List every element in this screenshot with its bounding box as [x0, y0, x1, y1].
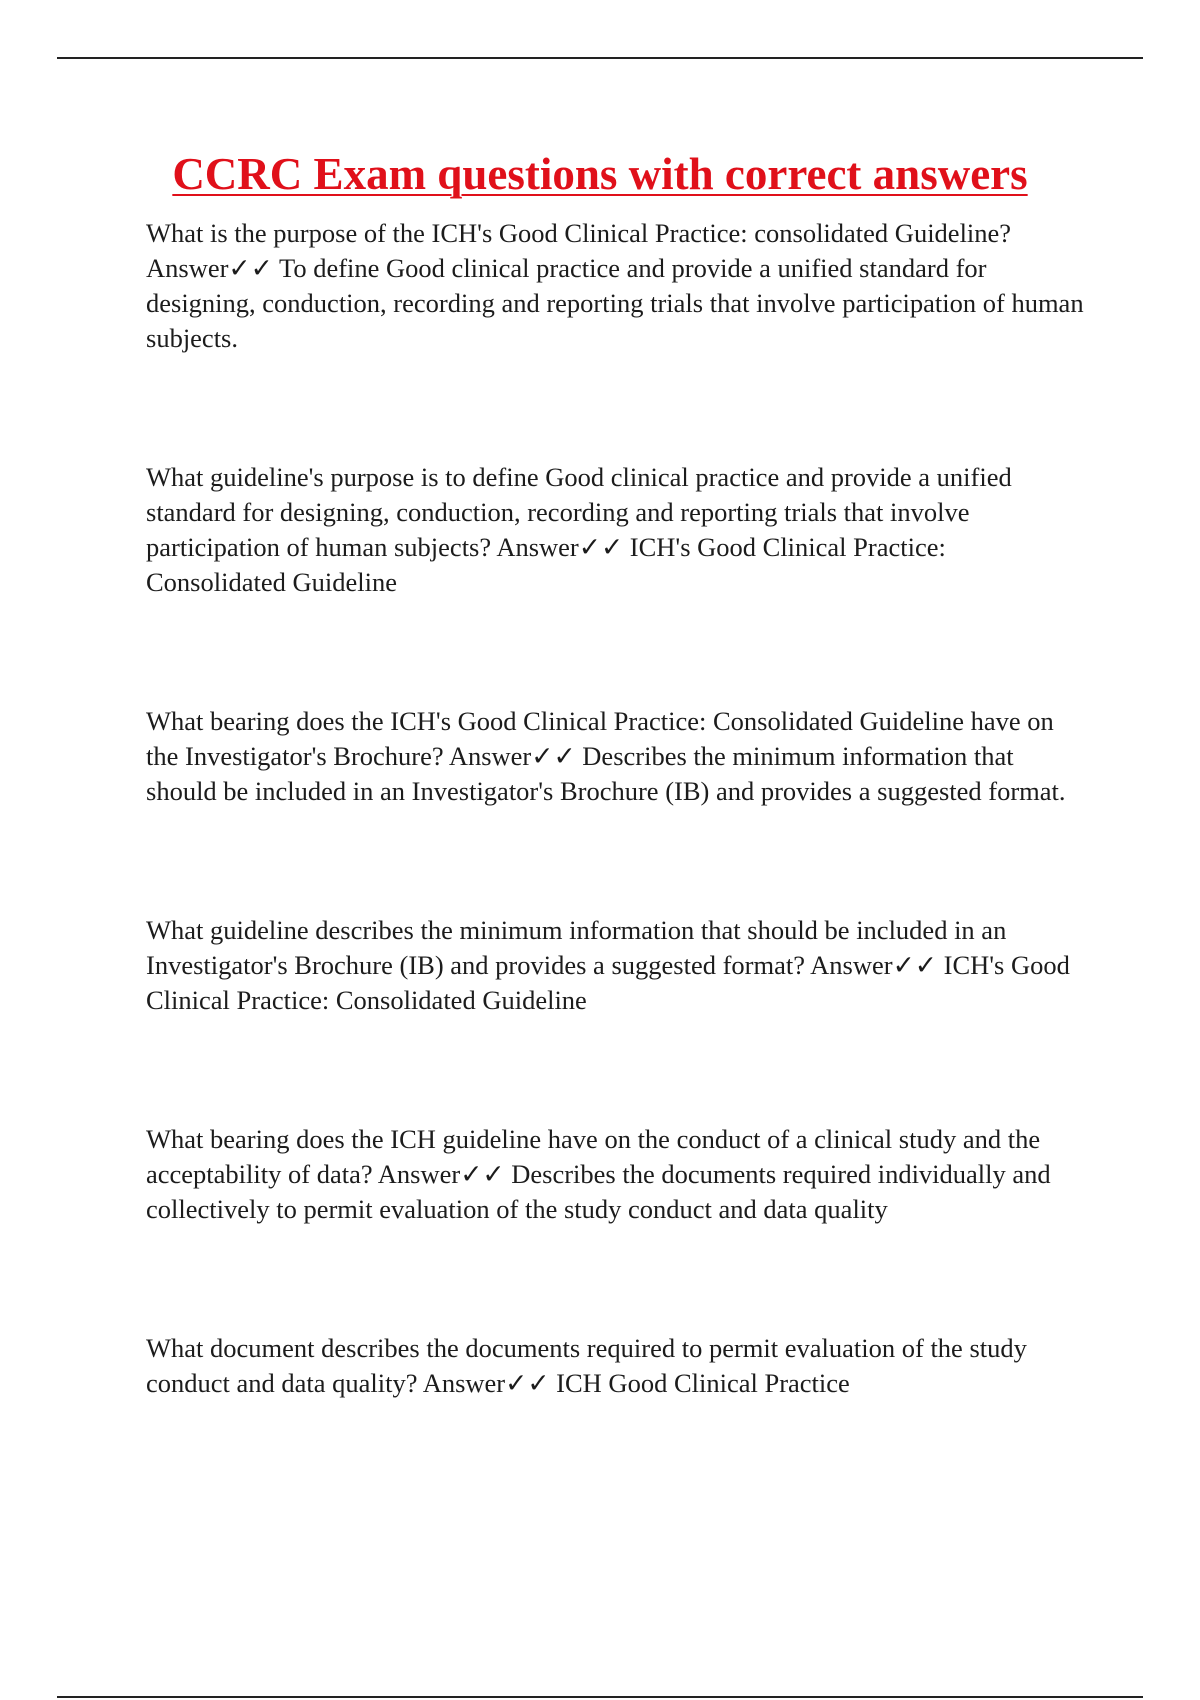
- qa-item: [146, 216, 1086, 356]
- question-text: What guideline's purpose is to define Good clinical practice and provide a unified standard for designing, conduction, recording and reporting trials that involve participation of human subjects?: [146, 462, 1012, 562]
- qa-item: [146, 1122, 1086, 1227]
- answer-marker: Answer✓✓: [810, 950, 937, 980]
- answer-text: ICH's Good Clinical Practice: Consolidated Guideline: [146, 532, 946, 597]
- question-text: What document describes the documents required to permit evaluation of the study conduct and data quality?: [146, 1333, 1027, 1398]
- answer-marker: Answer✓✓: [496, 532, 624, 562]
- bottom-rule: [57, 1696, 1143, 1698]
- qa-item: [146, 460, 1086, 600]
- question-text: What is the purpose of the ICH's Good Clinical Practice: consolidated Guideline?: [146, 218, 1012, 248]
- question-text: What bearing does the ICH guideline have on the conduct of a clinical study and the acceptability of data?: [146, 1124, 1041, 1189]
- qa-item: [146, 1331, 1086, 1401]
- question-text: What guideline describes the minimum information that should be included in an Investigator's Brochure (IB) and provides a suggested format?: [146, 915, 1007, 980]
- answer-text: To define Good clinical practice and provide a unified standard for designing, conduction, recording and reporting trials that involve participation of human subjects.: [146, 253, 1084, 353]
- qa-item: [146, 913, 1086, 1018]
- answer-text: Describes the minimum information that should be included in an Investigator's Brochure (IB) and provides a suggested format.: [146, 741, 1066, 806]
- question-text: What bearing does the ICH's Good Clinical Practice: Consolidated Guideline have on the Investigator's Brochure?: [146, 706, 1054, 771]
- top-rule: [57, 57, 1143, 59]
- answer-text: Describes the documents required individually and collectively to permit evaluation of the study conduct and data quality: [146, 1159, 1051, 1224]
- document-title: CCRC Exam questions with correct answers: [172, 149, 1028, 199]
- answer-text: ICH Good Clinical Practice: [556, 1368, 850, 1398]
- qa-item: [146, 704, 1086, 809]
- answer-marker: Answer✓✓: [377, 1159, 505, 1189]
- answer-marker: Answer✓✓: [448, 741, 576, 771]
- answer-marker: Answer✓✓: [146, 253, 273, 283]
- answer-marker: Answer✓✓: [422, 1368, 550, 1398]
- answer-text: ICH's Good Clinical Practice: Consolidated Guideline: [146, 950, 1070, 1015]
- qa-list: [146, 216, 1086, 1505]
